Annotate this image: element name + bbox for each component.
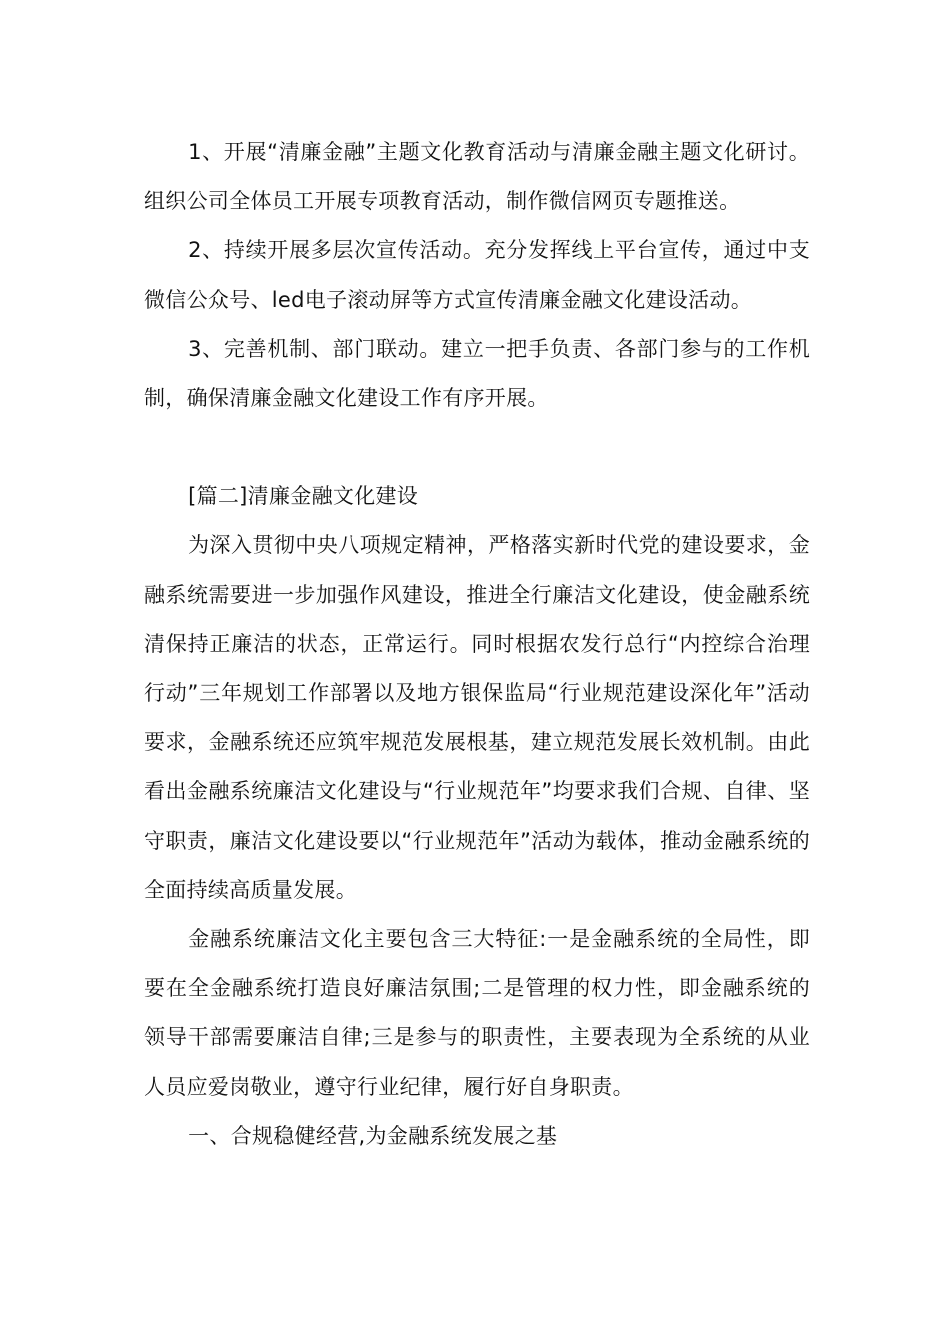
section-paragraph-features: 金融系统廉洁文化主要包含三大特征:一是金融系统的全局性，即要在全金融系统打造良好廉洁氛围;二是管理的权力性，即金融系统的领导干部需要廉洁自律;三是参与的职责性，主要表现为全系统的从业人员应爱岗敬业，遵守行业纪律，履行好自身职责。 <box>144 927 810 1099</box>
section-heading: [篇二]清廉金融文化建设 <box>188 484 419 509</box>
paragraph-item-2: 2、持续开展多层次宣传活动。充分发挥线上平台宣传，通过中支微信公众号、led电子滚动屏等方式宣传清廉金融文化建设活动。 <box>144 238 810 312</box>
section-paragraph-intro: 为深入贯彻中央八项规定精神，严格落实新时代党的建设要求，金融系统需要进一步加强作风建设，推进全行廉洁文化建设，使金融系统清保持正廉洁的状态，正常运行。同时根据农发行总行“内控综合治理行动”三年规划工作部署以及地方银保监局“行业规范建设深化年”活动要求，金融系统还应筑牢规范发展根基，建立规范发展长效机制。由此看出金融系统廉洁文化建设与“行业规范年”均要求我们合规、自律、坚守职责，廉洁文化建设要以“行业规范年”活动为载体，推动金融系统的全面持续高质量发展。 <box>144 533 810 902</box>
document-body <box>144 128 810 1161</box>
paragraph-item-1: 1、开展“清廉金融”主题文化教育活动与清廉金融主题文化研讨。组织公司全体员工开展专项教育活动，制作微信网页专题推送。 <box>144 140 810 214</box>
paragraph-item-3: 3、完善机制、部门联动。建立一把手负责、各部门参与的工作机制，确保清廉金融文化建设工作有序开展。 <box>144 336 810 411</box>
section-spacer <box>144 423 810 472</box>
section-subheading: 一、合规稳健经营,为金融系统发展之基 <box>188 1123 558 1148</box>
